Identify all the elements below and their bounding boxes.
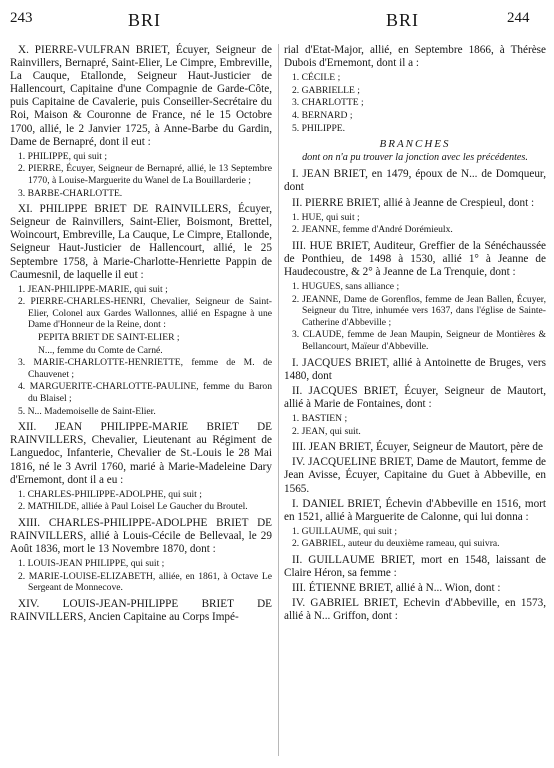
list-item: 1. PHILIPPE, qui suit ; xyxy=(18,150,108,162)
children-list xyxy=(290,281,546,353)
list-item: 1. CHARLES-PHILIPPE-ADOLPHE, qui suit ; xyxy=(18,488,202,500)
list-item: 3. MARIE-CHARLOTTE-HENRIETTE, femme de M. de Chauvenet ; xyxy=(18,357,272,380)
list-item: 2. PIERRE, Écuyer, Seigneur de Bernapré, allié, le 13 Septembre 1770, à Louise-Marguerite du Wanel de La Bouillarderie ; xyxy=(18,163,272,186)
list-item: 1. HUGUES, sans alliance ; xyxy=(292,281,400,293)
children-list xyxy=(290,413,546,437)
children-list xyxy=(16,558,272,594)
column-divider xyxy=(278,44,279,756)
children-list xyxy=(16,284,272,418)
list-item: 1. HUE, qui suit ; xyxy=(292,211,360,223)
section-subtitle: dont on n'a pu trouver la jonction avec les précédentes. xyxy=(302,152,528,164)
list-item: 2. GABRIELLE ; xyxy=(292,84,360,96)
list-item: 1. BASTIEN ; xyxy=(292,413,348,425)
left-column xyxy=(10,44,272,626)
generation-paragraph: I. JEAN BRIET, en 1479, époux de N... de Domqueur, dont xyxy=(284,168,546,194)
list-item: 2. MARIE-LOUISE-ELIZABETH, alliée, en 1861, à Octave Le Sergeant de Monnecove. xyxy=(18,570,272,594)
children-list xyxy=(16,151,272,199)
list-item: 1. GUILLAUME, qui suit ; xyxy=(292,525,397,537)
list-subitem: PEPITA BRIET DE SAINT-ELIER ; xyxy=(38,332,180,344)
generation-paragraph: XI. PHILIPPE BRIET DE RAINVILLERS, Écuyer, Seigneur de Rainvillers, Saint-Elier, Boismont, Brettel, Woincourt, Embreville, La Cauque, Le Cimpre, Etallonde, Seigneur Haut-Justicier de Hallencourt, allié, le 25 Septembre 1758, à Marie-Charlotte-Henriette Pappin de Caumesnil, de laquelle il eut : xyxy=(10,203,272,281)
children-list xyxy=(290,72,546,134)
list-item: 5. PHILIPPE. xyxy=(292,122,346,134)
list-item: 1. CÉCILE ; xyxy=(292,72,341,84)
section-title: BRANCHES xyxy=(379,138,451,151)
list-item: 5. N... Mademoiselle de Saint-Elier. xyxy=(18,405,156,417)
children-list xyxy=(290,526,546,550)
list-item: 2. PIERRE-CHARLES-HENRI, Chevalier, Seigneur de Saint-Elier, Colonel aux Gardes Wallonnes, allié en Espagne à une Dame d'Honneur de la Reine, dont : xyxy=(18,296,272,331)
list-item: 4. BERNARD ; xyxy=(292,109,353,121)
generation-paragraph: XIV. LOUIS-JEAN-PHILIPPE BRIET DE RAINVILLERS, Ancien Capitaine au Corps Impé- xyxy=(10,597,272,624)
list-item: 4. MARGUERITE-CHARLOTTE-PAULINE, femme du Baron du Blaisel ; xyxy=(18,381,272,405)
generation-paragraph: XIII. CHARLES-PHILIPPE-ADOLPHE BRIET DE RAINVILLERS, allié à Louis-Cécile de Bellevaal, le 29 Août 1836, mort le 13 Novembre 1870, dont : xyxy=(10,516,272,556)
running-head-right: BRI xyxy=(386,10,420,30)
generation-paragraph: III. HUE BRIET, Auditeur, Greffier de la Sénéchaussée de Ponthieu, de 1498 à 1530, allié 1° à Jeanne de Haudecoustre, & 2° à Jeanne de La Trenquie, dont : xyxy=(284,239,546,278)
generation-paragraph: III. JEAN BRIET, Écuyer, Seigneur de Mautort, père de xyxy=(292,441,543,454)
list-item: 2. JEANNE, femme d'André Dorémieulx. xyxy=(292,224,453,236)
generation-paragraph: IV. JACQUELINE BRIET, Dame de Mautort, femme de Jean Avisse, Écuyer, Capitaine du Guet à Abbeville, en 1565. xyxy=(284,456,546,495)
list-item: 3. BARBE-CHARLOTTE. xyxy=(18,187,123,199)
list-item: 3. CLAUDE, femme de Jean Maupin, Seigneur de Montières & Bellancourt, Maïeur d'Abbeville. xyxy=(292,329,546,353)
generation-paragraph: II. GUILLAUME BRIET, mort en 1548, laissant de Claire Héron, sa femme : xyxy=(284,553,546,580)
generation-paragraph: X. PIERRE-VULFRAN BRIET, Écuyer, Seigneur de Rainvillers, Bernapré, Saint-Elier, Le Cimpre, Embreville, La Cauque, Etallonde, Seigneur Haut-Justicier de Hallencourt, Capitaine d'une Compagnie de Garde-Côte, puis Capitaine de Cavalerie, puis Conseiller-Secrétaire du Roi, Maison & Couronne de France, né le 15 Octobre 1700, allié, le 2 Janvier 1725, à Anne-Barbe du Gardin, Dame de Bernapré, dont il eut : xyxy=(10,44,272,148)
running-head-left: BRI xyxy=(128,10,162,30)
list-subitem: N..., femme du Comte de Carné. xyxy=(38,344,163,356)
list-item: 2. GABRIEL, auteur du deuxième rameau, qui suivra. xyxy=(292,538,500,550)
page-number-left: 243 xyxy=(10,10,33,26)
generation-paragraph: II. JACQUES BRIET, Écuyer, Seigneur de Mautort, allié à Marie de Fontaines, dont : xyxy=(284,384,546,410)
list-item: 3. CHARLOTTE ; xyxy=(292,97,364,109)
page-number-right: 244 xyxy=(507,10,530,26)
generation-paragraph: I. JACQUES BRIET, allié à Antoinette de Bruges, vers 1480, dont xyxy=(284,356,546,382)
generation-paragraph: IV. GABRIEL BRIET, Echevin d'Abbeville, en 1573, allié à N... Griffon, dont : xyxy=(284,597,546,623)
list-item: 1. LOUIS-JEAN PHILIPPE, qui suit ; xyxy=(18,558,165,570)
generation-paragraph: XII. JEAN PHILIPPE-MARIE BRIET DE RAINVILLERS, Chevalier, Lieutenant au Régiment de Languedoc, Infanterie, Chevalier de St.-Louis le 28 Mai 1816, né le 3 Avril 1760, marié à Marie-Madeleine Dary d'Ernemont, dont il a eu : xyxy=(10,421,272,486)
list-item: 2. JEANNE, Dame de Gorenflos, femme de Jean Ballen, Écuyer, Seigneur du Titre, inhumée vers 1637, dans l'église de Sainte-Catherine d'Abbeville ; xyxy=(292,293,546,328)
generation-paragraph: I. DANIEL BRIET, Échevin d'Abbeville en 1516, mort en 1521, allié à Marguerite de Calonne, qui lui donna : xyxy=(284,497,546,523)
continued-paragraph: rial d'Etat-Major, allié, en Septembre 1866, à Thérèse Dubois d'Ernemont, dont il a : xyxy=(284,44,546,70)
list-item: 2. MATHILDE, alliée à Paul Loisel Le Gaucher du Broutel. xyxy=(18,501,248,513)
list-item: 1. JEAN-PHILIPPE-MARIE, qui suit ; xyxy=(18,283,168,295)
right-column xyxy=(284,44,546,625)
children-list xyxy=(290,212,546,236)
generation-paragraph: III. ÉTIENNE BRIET, allié à N... Wion, dont : xyxy=(292,582,501,595)
children-list xyxy=(16,489,272,513)
generation-paragraph: II. PIERRE BRIET, allié à Jeanne de Crespieul, dont : xyxy=(292,196,535,209)
list-item: 2. JEAN, qui suit. xyxy=(292,425,361,437)
